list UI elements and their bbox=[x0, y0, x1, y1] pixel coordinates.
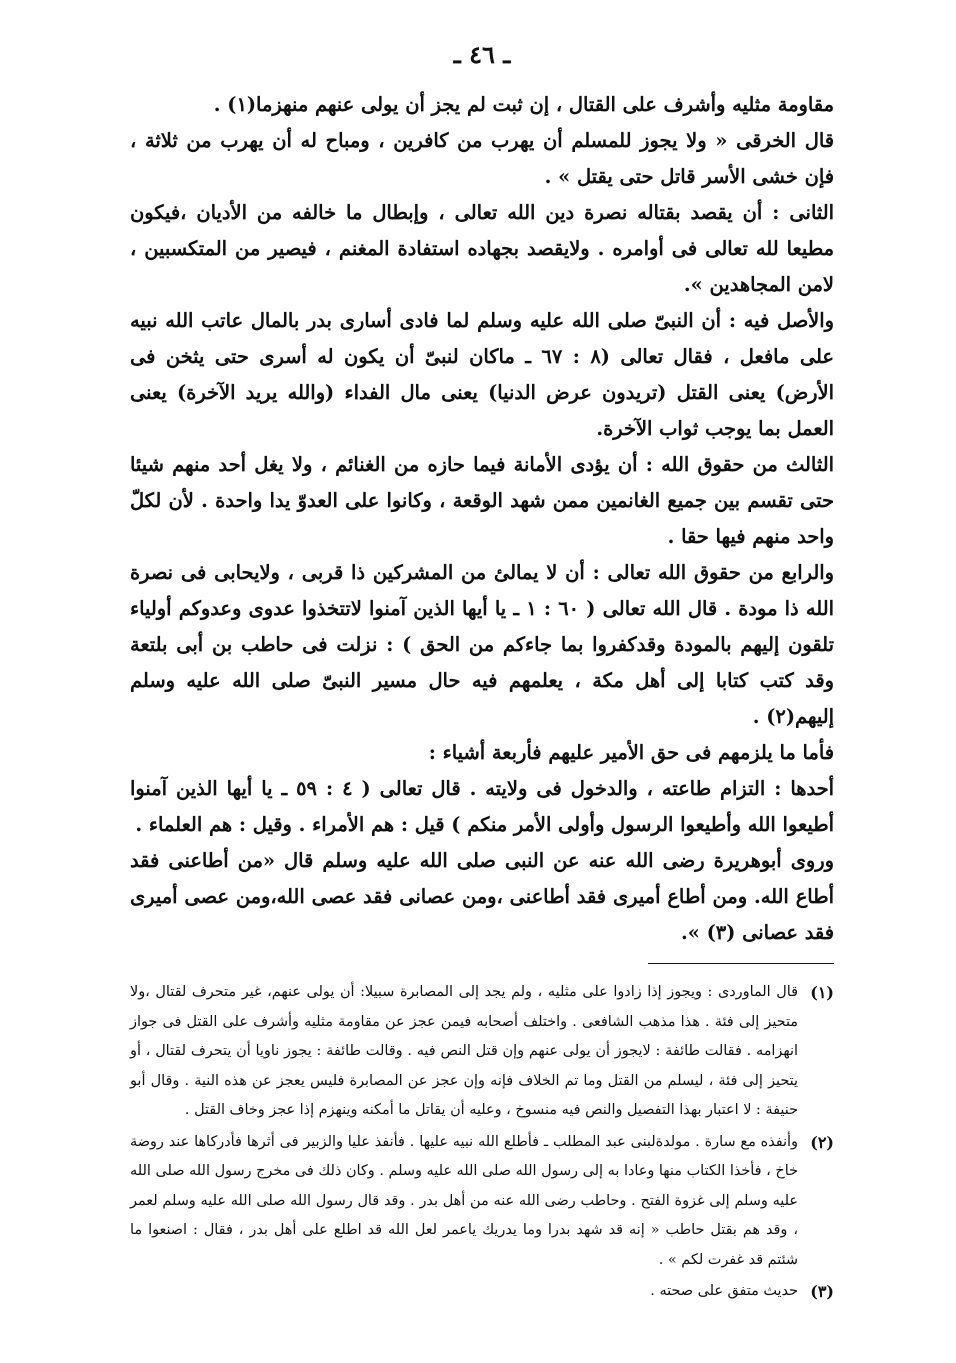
footnotes bbox=[130, 978, 834, 1307]
footnote-number: (٢) bbox=[810, 1132, 834, 1152]
footnote bbox=[130, 1128, 834, 1276]
footnote-number: (١) bbox=[810, 983, 834, 1002]
page-number: ـ ٤٦ ـ bbox=[453, 40, 511, 69]
paragraph: فأما ما يلزمهم فى حق الأمير عليهم فأربعة أشياء : bbox=[428, 741, 834, 764]
paragraph: أحدها : التزام طاعته ، والدخول فى ولايته . قال تعالى ( ٤ : ٥٩ ـ يا أيها الذين آمنوا أطيعوا الله وأطيعوا الرسول وأولى الأمر منكم ) قيل : هم الأمراء . وقيل : هم العلماء . bbox=[130, 777, 835, 836]
footnote-text: وأنفذه مع سارة . مولدةلبنى عبد المطلب ـ فأطلع الله نبيه عليها . فأنفذ عليا والزبير فى أثرها فأدركاها عند روضة خاخ ، فأخذا الكتاب منها وعادا به إلى رسول الله صلى الله عليه وسلم . وكان ذلك فى مخرج رسول الله صلى الله عليه وسلم إلى غزوة الفتح . وحاطب رضى الله عنه من أهل بدر . وقد قال رسول الله صلى الله عليه وسلم لعمر ، وقد هم بقتل حاطب « إنه قد شهد بدرا وما يدريك ياعمر لعل الله قد اطلع على أهل بدر ، فقال : اصنعوا ما شئتم قد غفرت لكم » . bbox=[130, 1133, 798, 1268]
footnote bbox=[130, 1277, 834, 1307]
footnote-divider bbox=[648, 963, 834, 964]
paragraph: مقاومة مثليه وأشرف على القتال ، إن ثبت لم يجز أن يولى عنهم منهزما(١) . bbox=[213, 93, 834, 116]
paragraph: قال الخرقى « ولا يجوز للمسلم أن يهرب من كافرين ، ومباح له أن يهرب من ثلاثة ، فإن خشى الأسر قاتل حتى يقتل » . bbox=[130, 129, 834, 188]
paragraph: الثانى : أن يقصد بقتاله نصرة دين الله تعالى ، وإبطال ما خالفه من الأديان ،فيكون مطيعا لله تعالى فى أوامره . ولايقصد بجهاده استفادة المغنم ، فيصير من المتكسبين ، لامن المجاهدين ». bbox=[130, 201, 834, 296]
footnote bbox=[130, 978, 834, 1126]
paragraph: والرابع من حقوق الله تعالى : أن لا يمالئ من المشركين ذا قربى ، ولايحابى فى نصرة الله ذا مودة . قال الله تعالى ( ٦٠ : ١ ـ يا أيها الذين آمنوا لاتتخذوا عدوى وعدوكم أولياء تلقون إليهم بالمودة وقدكفروا بما جاءكم من الحق ) : نزلت فى حاطب بن أبى بلتعة وقد كتب كتابا إلى أهل مكة ، يعلمهم فيه حال مسير النبىّ صلى الله عليه وسلم إليهم(٢) . bbox=[130, 561, 834, 728]
paragraph: وروى أبوهريرة رضى الله عنه عن النبى صلى الله عليه وسلم قال «من أطاعنى فقد أطاع الله. ومن أطاع أميرى فقد أطاعنى ،ومن عصانى فقد عصى الله،ومن عصى أميرى فقد عصانى (٣) ». bbox=[130, 849, 834, 944]
footnote-text: قال الماوردى : ويجوز إذا زادوا على مثليه ، ولم يجد إلى المصابرة سبيلا: أن يولى عنهم، غير متحرف لقتال ،ولا متحيز إلى فئة . هذا مذهب الشافعى . واختلف أصحابه فيمن عجز عن مقاومة مثليه وأشرف على القتل فى جواز انهزامه . فقالت طائفة : لايجوز أن يولى عنهم وإن قتل النص فيه . وقالت طائفة : يجوز ناويا أن يتحرف لقتال ، أو يتحيز إلى فئة ، ليسلم من القتل وما تم الخلاف فإنه وإن عجز عن المصابرة فليس يعجز عن هذه النية . وقال أبو حنيفة : لا اعتبار بهذا التفصيل والنص فيه منسوخ ، وعليه أن يقاتل ما أمكنه وينهزم إذا عجز وخاف القتل . bbox=[130, 984, 798, 1118]
paragraph: والأصل فيه : أن النبىّ صلى الله عليه وسلم لما فادى أسارى بدر بالمال عاتب الله نبيه على مافعل ، فقال تعالى (٨ : ٦٧ ـ ماكان لنبىّ أن يكون له أسرى حتى يثخن فى الأرض) يعنى القتل (تريدون عرض الدنيا) يعنى مال الفداء (والله يريد الآخرة) يعنى العمل بما يوجب ثواب الآخرة. bbox=[130, 309, 834, 440]
paragraph: الثالث من حقوق الله : أن يؤدى الأمانة فيما حازه من الغنائم ، ولا يغل أحد منهم شيئا حتى تقسم بين جميع الغانمين ممن شهد الوقعة ، وكانوا على العدوّ يدا واحدة . لأن لكلّ واحد منهم فيها حقا . bbox=[130, 453, 834, 548]
footnote-number: (٣) bbox=[810, 1282, 834, 1301]
main-text bbox=[130, 87, 834, 951]
footnote-text: حديث متفق على صحته . bbox=[650, 1283, 798, 1299]
